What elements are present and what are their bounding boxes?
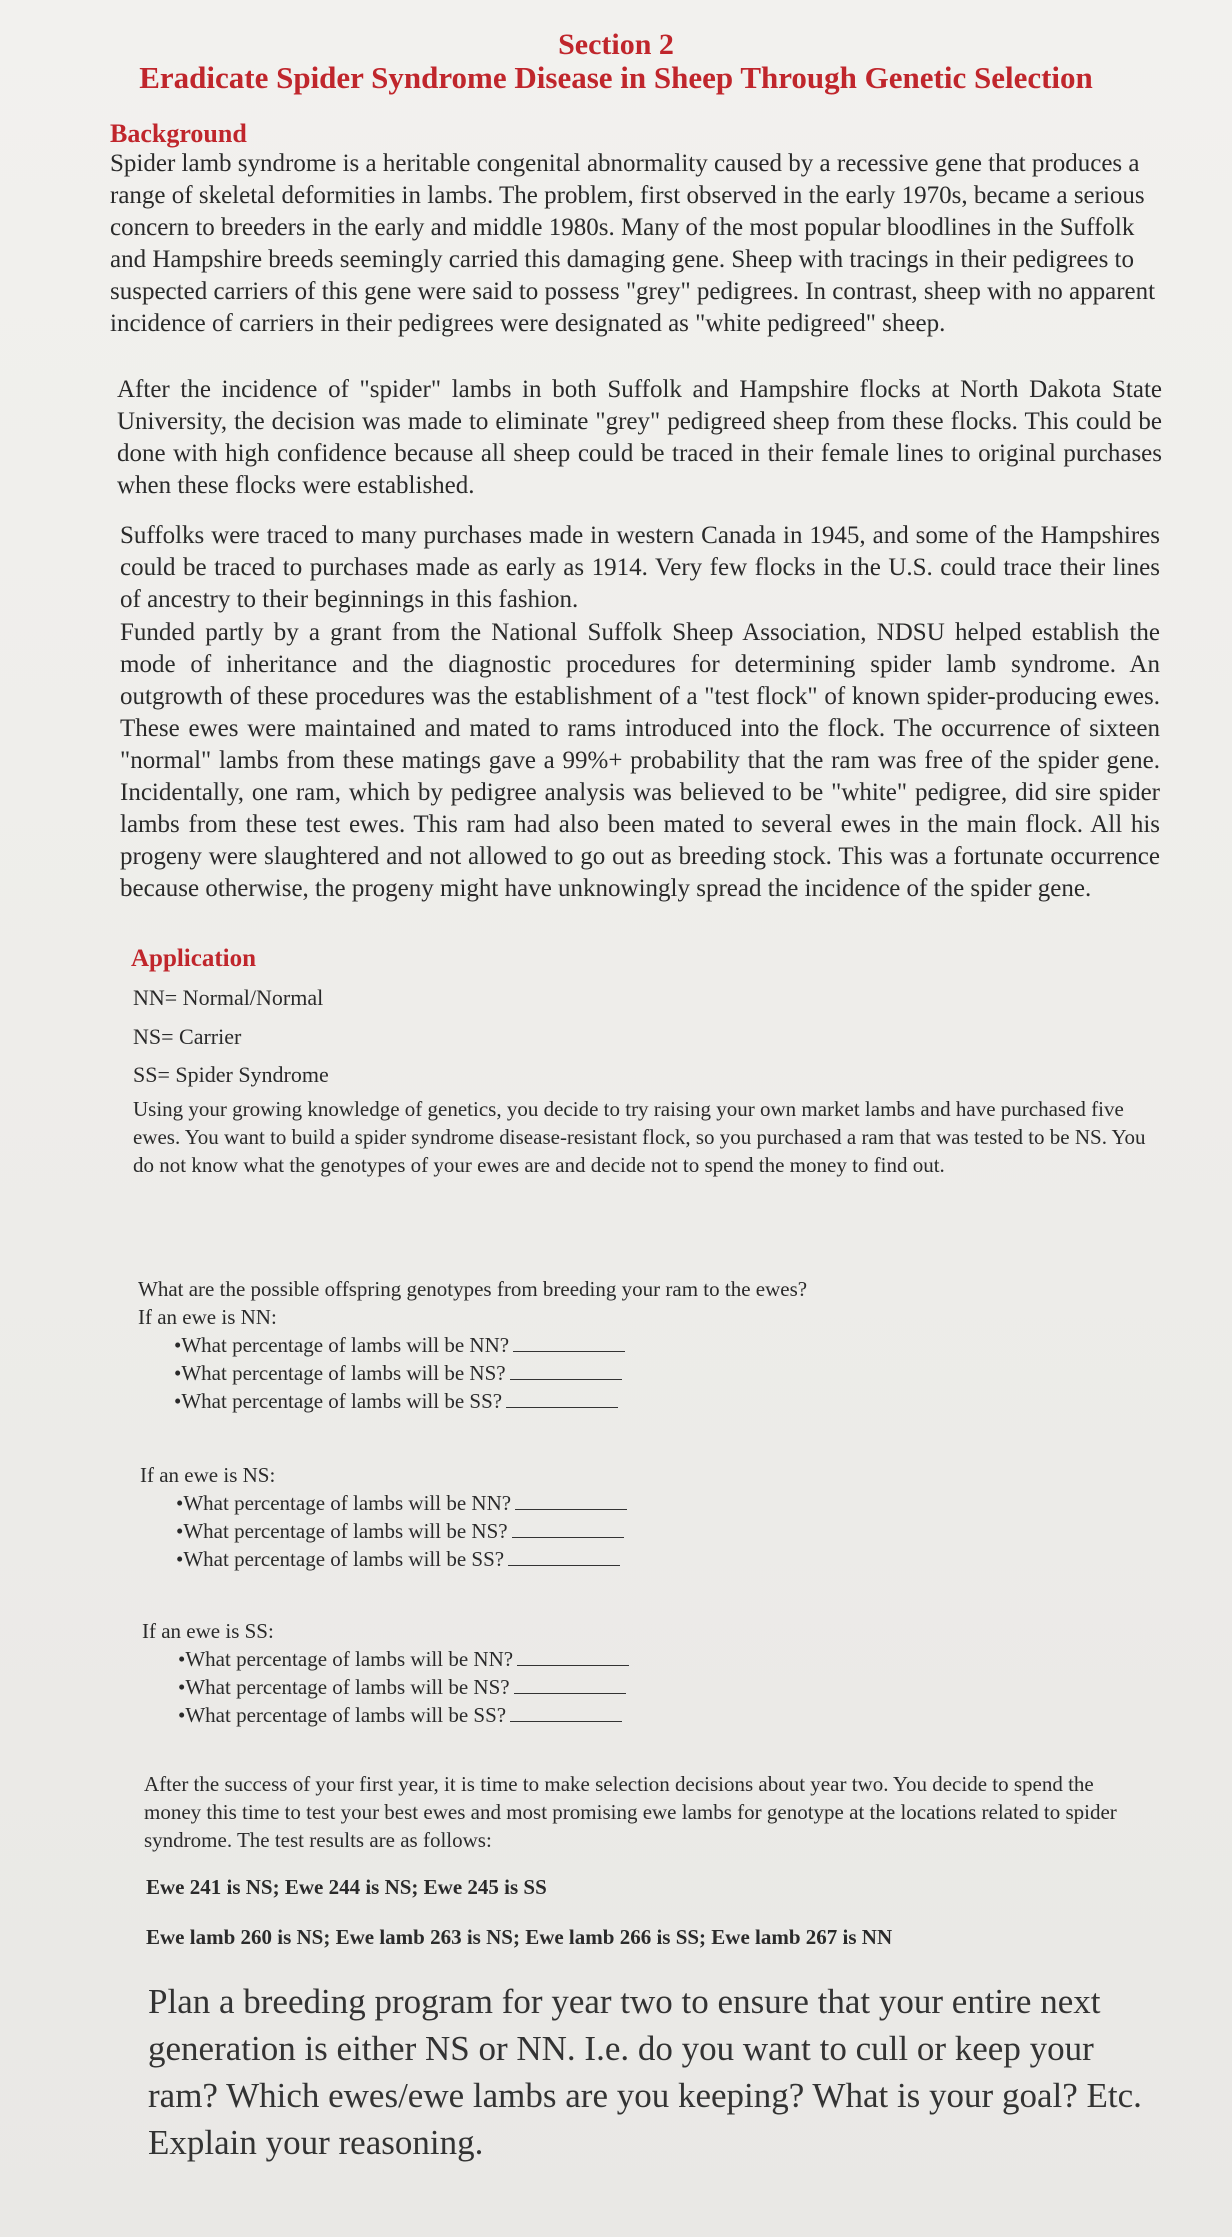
- question-text: •What percentage of lambs will be NS?: [176, 1519, 508, 1543]
- answer-blank[interactable]: [510, 1361, 622, 1380]
- background-paragraph-2: After the incidence of "spider" lambs in both Suffolk and Hampshire flocks at North Dakota State University, the decision was made to eliminate "grey" pedigreed sheep from these flocks. This could be done with high confidence because all sheep could be traced in their female lines to original purchases when these flocks were established.: [117, 376, 1162, 499]
- question-text: •What percentage of lambs will be NN?: [176, 1491, 512, 1515]
- background-paragraph-3: Suffolks were traced to many purchases made in western Canada in 1945, and some of the Hampshires could be traced to purchases made as early as 1914. Very few flocks in the U.S. could trace their lines of ancestry to their beginnings in this fashion.: [120, 522, 1160, 613]
- answer-blank[interactable]: [514, 1675, 626, 1694]
- question-item: [142, 1673, 629, 1701]
- year-two-paragraph: After the success of your first year, it is time to make selection decisions about year two. You decide to spend the money this time to test your best ewes and most promising ewe lambs for genotype at the locations related to spider syndrome. The test results are as follows:: [144, 1772, 1117, 1852]
- background-heading: Background: [110, 119, 247, 148]
- background-paragraph-1: Spider lamb syndrome is a heritable congenital abnormality caused by a recessive gene that produces a range of skeletal deformities in lambs. The problem, first observed in the early 1970s, became a serious concern to breeders in the early and middle 1980s. Many of the most popular bloodlines in the Suffolk and Hampshire breeds seemingly carried this damaging gene. Sheep with tracings in their pedigrees to suspected carriers of this gene were said to possess "grey" pedigrees. In contrast, sheep with no apparent incidence of carriers in their pedigrees were designated as "white pedigreed" sheep.: [110, 150, 1156, 337]
- answer-blank[interactable]: [508, 1547, 620, 1566]
- question-item: [138, 1387, 625, 1415]
- question-text: •What percentage of lambs will be NS?: [178, 1675, 510, 1699]
- answer-blank[interactable]: [513, 1333, 625, 1352]
- answer-blank[interactable]: [517, 1647, 629, 1666]
- definition-nn: NN= Normal/Normal: [133, 985, 324, 1010]
- plan-prompt: Plan a breeding program for year two to ensure that your entire next generation is either NS or NN. I.e. do you want to cull or keep your ram? Which ewes/ewe lambs are you keeping? What is your goal? Etc. Explain your reasoning.: [148, 1982, 1142, 2162]
- question-item: [140, 1517, 627, 1545]
- answer-blank[interactable]: [515, 1491, 627, 1510]
- test-results-ewe-lambs: Ewe lamb 260 is NS; Ewe lamb 263 is NS; Ewe lamb 266 is SS; Ewe lamb 267 is NN: [146, 1925, 893, 1949]
- question-item: [140, 1489, 627, 1517]
- application-heading: Application: [131, 945, 257, 972]
- question-text: •What percentage of lambs will be SS?: [174, 1389, 503, 1413]
- answer-blank[interactable]: [512, 1519, 624, 1538]
- question-item: [142, 1645, 629, 1673]
- question-text: •What percentage of lambs will be NN?: [178, 1647, 514, 1671]
- question-text: •What percentage of lambs will be SS?: [178, 1703, 507, 1727]
- question-item: [142, 1701, 629, 1729]
- answer-blank[interactable]: [510, 1703, 622, 1722]
- question-item: [138, 1331, 625, 1359]
- question-group-label: If an ewe is SS:: [142, 1619, 274, 1643]
- background-paragraph-4: Funded partly by a grant from the National Suffolk Sheep Association, NDSU helped establish the mode of inheritance and the diagnostic procedures for determining spider lamb syndrome. An outgrowth of these procedures was the establishment of a "test flock" of known spider-producing ewes. These ewes were maintained and mated to rams introduced into the flock. The occurrence of sixteen "normal" lambs from these matings gave a 99%+ probability that the ram was free of the spider gene. Incidentally, one ram, which by pedigree analysis was believed to be "white" pedigree, did sire spider lambs from these test ewes. This ram had also been mated to several ewes in the main flock. All his progeny were slaughtered and not allowed to go out as breeding stock. This was a fortunate occurrence because otherwise, the progeny might have unknowingly spread the incidence of the spider gene.: [120, 619, 1160, 902]
- question-item: [138, 1359, 625, 1387]
- definition-ss: SS= Spider Syndrome: [133, 1062, 329, 1087]
- question-group-ss: [142, 1617, 629, 1729]
- question-text: •What percentage of lambs will be NN?: [174, 1333, 510, 1357]
- answer-blank[interactable]: [506, 1389, 618, 1408]
- question-text: •What percentage of lambs will be NS?: [174, 1361, 506, 1385]
- question-item: [140, 1545, 627, 1573]
- scenario-paragraph: Using your growing knowledge of genetics, you decide to try raising your own market lambs and have purchased five ewes. You want to build a spider syndrome disease-resistant flock, so you purchased a ram that was tested to be NS. You do not know what the genotypes of your ewes are and decide not to spend the money to find out.: [133, 1097, 1146, 1177]
- question-intro: What are the possible offspring genotypes from breeding your ram to the ewes?: [138, 1277, 808, 1301]
- question-text: •What percentage of lambs will be SS?: [176, 1547, 505, 1571]
- question-group-label: If an ewe is NN:: [138, 1305, 277, 1329]
- question-group-nn: [138, 1303, 625, 1415]
- test-results-ewes: Ewe 241 is NS; Ewe 244 is NS; Ewe 245 is SS: [146, 1875, 547, 1899]
- question-group-ns: [140, 1461, 627, 1573]
- question-group-label: If an ewe is NS:: [140, 1463, 276, 1487]
- definition-ns: NS= Carrier: [133, 1024, 242, 1049]
- section-label: Section 2: [558, 28, 674, 61]
- page-title: Eradicate Spider Syndrome Disease in Sheep Through Genetic Selection: [139, 60, 1093, 95]
